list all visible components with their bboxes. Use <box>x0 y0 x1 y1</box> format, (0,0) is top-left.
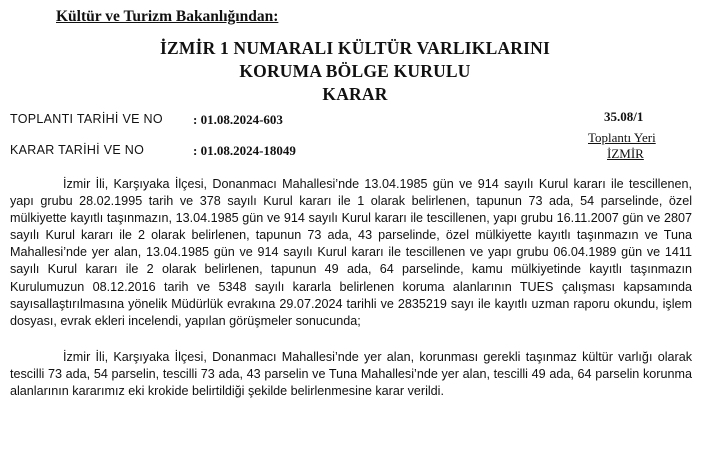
decision-date-label: KARAR TARİHİ VE NO <box>10 143 145 157</box>
meeting-place-value: İZMİR <box>607 146 644 161</box>
meeting-date-value: : 01.08.2024-603 <box>193 112 283 127</box>
decision-title: KARAR <box>322 84 388 104</box>
meeting-date-label: TOPLANTI TARİHİ VE NO <box>10 112 163 126</box>
decision-number: 35.08/1 <box>604 109 644 124</box>
board-title-line1: İZMİR 1 NUMARALI KÜLTÜR VARLIKLARINI <box>160 38 550 58</box>
board-title-line2: KORUMA BÖLGE KURULU <box>239 61 471 81</box>
decision-date-value: : 01.08.2024-18049 <box>193 143 296 158</box>
ministry-heading: Kültür ve Turizm Bakanlığından: <box>56 8 279 25</box>
decision-paragraph-2: İzmir İli, Karşıyaka İlçesi, Donanmacı Mahallesi’nde yer alan, korunması gerekli taşınmaz kültür varlığı olarak tescilli 73 ada, 54 parselin, tescilli 73 ada, 43 parselin ve Tuna Mahallesi’nde yer alan, tescilli 49 ada, 64 parselin korunma alanlarının kararımız eki krokide belirtildiği şekilde belirlenmesine karar verildi. <box>10 350 692 399</box>
meeting-place-label: Toplantı Yeri <box>588 130 656 145</box>
decision-paragraph-1: İzmir İli, Karşıyaka İlçesi, Donanmacı Mahallesi’nde 13.04.1985 gün ve 914 sayılı Kurul kararı ile tescillenen, yapı grubu 28.02.1995 tarih ve 378 sayılı Kurul kararı ile 1 olarak belirlenen, tapunun 73 ada, 54 parselinde, özel mülkiyette kayıtlı taşınmazın, 13.04.1985 gün ve 914 sayılı Kurul kararı ile tescillenen, yapı grubu 16.11.2007 gün ve 2807 sayılı Kurul kararı ile 2 olarak belirlenen, tapunun 73 ada, 43 parselinde, özel mülkiyette kayıtlı taşınmazın ve Tuna Mahallesi’nde yer alan, 13.04.1985 gün ve 914 sayılı Kurul kararı ile tescillenen ve yapı grubu 06.04.1989 gün ve 1411 sayılı Kurul kararı ile 2 olarak belirlenen, tapunun 49 ada, 64 parselinde, kamu mülkiyetinde kayıtlı taşınmazın Kurulumuzun 08.12.2016 tarih ve 5348 sayılı kararla belirlenen koruma alanlarının TUES çalışması kapsamında sayısallaştırılmasına yönelik Müdürlük evrakına 29.07.2024 tarihli ve 2835219 sayı ile kayıtlı uzman raporu okundu, işlem dosyası, evrak ekleri incelendi, yapılan görüşmeler sonucunda; <box>10 177 692 328</box>
